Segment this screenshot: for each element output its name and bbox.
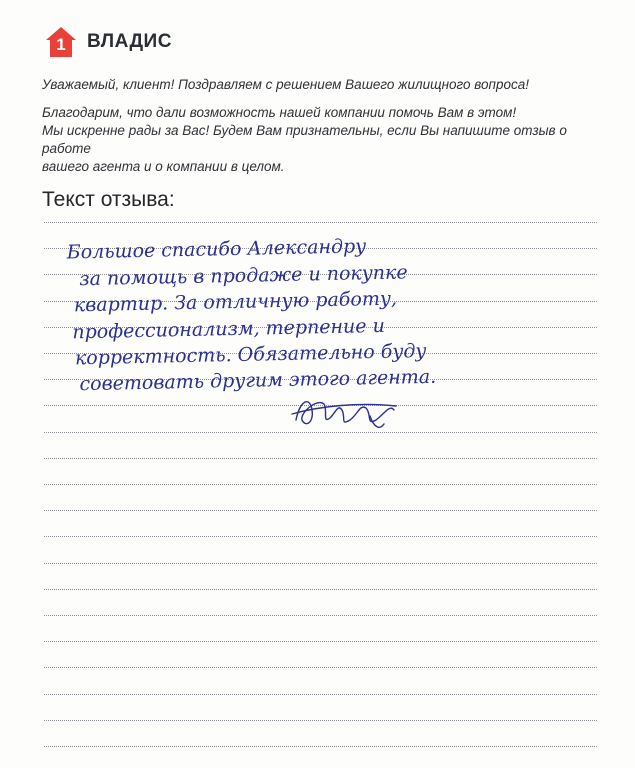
thanks-line-3: вашего агента и о компании в целом.	[42, 159, 285, 174]
ruled-line	[44, 694, 597, 695]
ruled-line	[44, 536, 597, 537]
logo-digit: 1	[56, 35, 66, 54]
handwritten-line: за помощь в продаже и покупке	[79, 261, 408, 291]
ruled-line	[44, 327, 597, 328]
ruled-line	[44, 720, 597, 721]
ruled-line	[44, 615, 597, 616]
ruled-line	[44, 641, 597, 642]
intro-text	[42, 76, 602, 176]
ruled-line	[44, 458, 597, 459]
ruled-line	[44, 379, 597, 380]
ruled-line	[44, 405, 597, 406]
handwritten-line: корректность. Обязательно буду	[74, 339, 427, 370]
ruled-line	[44, 510, 597, 511]
house-logo-icon	[45, 26, 77, 58]
greeting-text: Уважаемый, клиент! Поздравляем с решением Вашего жилищного вопроса!	[42, 77, 529, 92]
ruled-line	[44, 248, 597, 249]
ruled-line	[44, 301, 597, 302]
ruled-line	[44, 484, 597, 485]
ruled-line	[44, 746, 597, 747]
thanks-line-1: Благодарим, что дали возможность нашей компании помочь Вам в этом!	[42, 105, 517, 120]
ruled-line	[44, 222, 597, 223]
ruled-line	[44, 563, 597, 564]
handwritten-line: профессионализм, терпение и	[72, 314, 386, 344]
ruled-line	[44, 353, 597, 354]
handwritten-line: Большое спасибо Александру	[66, 235, 367, 264]
handwritten-line: квартир. За отличную работу,	[73, 287, 398, 317]
brand-logo	[45, 26, 172, 58]
ruled-line	[44, 432, 597, 433]
handwritten-line: советовать другим этого агента.	[79, 365, 437, 396]
brand-name: ВЛАДИС	[87, 31, 172, 52]
ruled-line	[44, 589, 597, 590]
ruled-line	[44, 667, 597, 668]
thanks-line-2: Мы искренне рады за Вас! Будем Вам признательны, если Вы напишите отзыв о работе	[42, 123, 567, 156]
ruled-line	[44, 274, 597, 275]
review-heading: Текст отзыва:	[42, 188, 175, 211]
